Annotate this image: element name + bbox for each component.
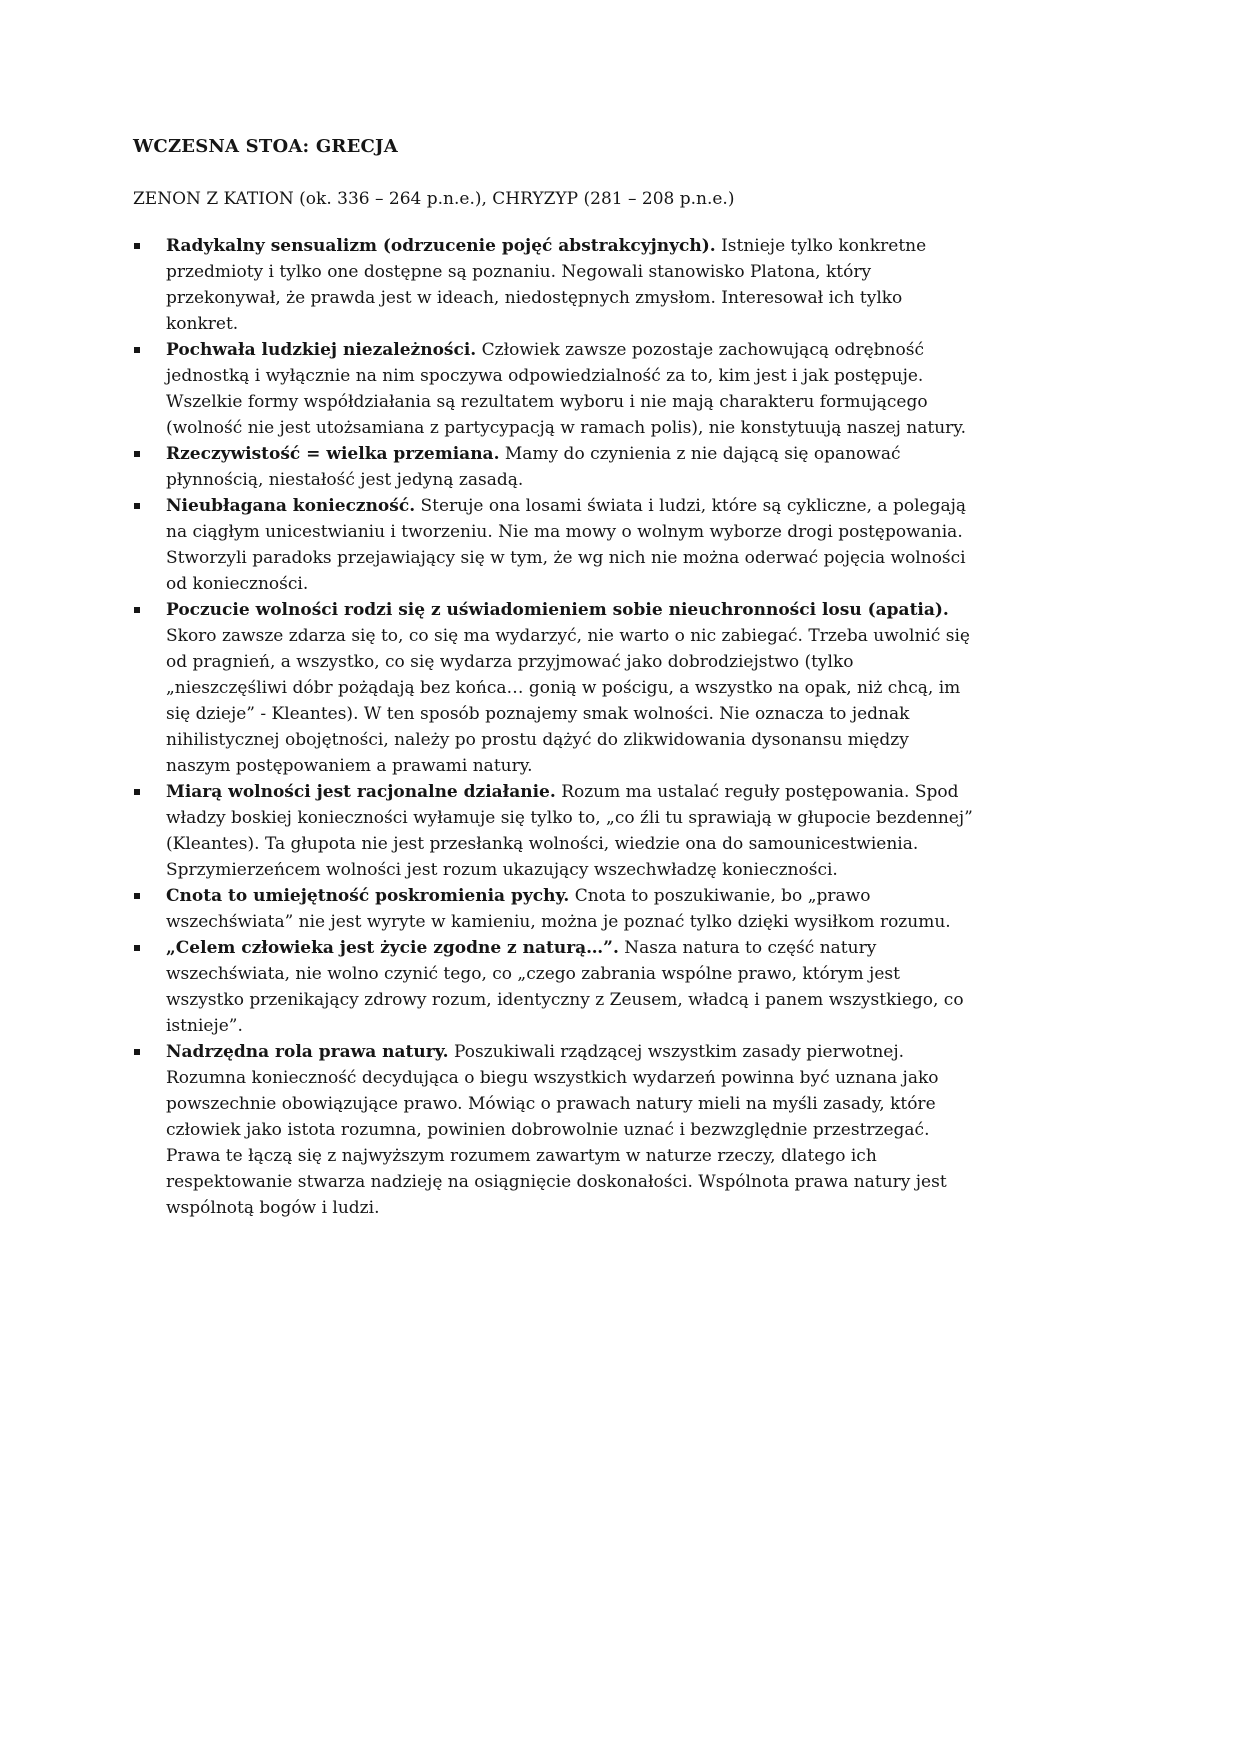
- bullet-body: Nasza natura to część natury wszechświata, nie wolno czynić tego, co „czego zabrania wspólne prawo, którym jest wszystko przenikający zdrowy rozum, identyczny z Zeusem, władcą i panem wszystkiego, co istnieje”.: [166, 938, 964, 1036]
- square-bullet-icon: [134, 893, 140, 899]
- bullet-body: Rozum ma ustalać reguły postępowania. Spod władzy boskiej konieczności wyłamuje się tylko to, „co źli tu sprawiają w głupocie bezdennej” (Kleantes). Ta głupota nie jest przesłanką wolności, wiedzie ona do samounicestwienia. Sprzymierzeńcem wolności jest rozum ukazujący wszechwładzę konieczności.: [166, 782, 973, 880]
- bullet-item: [133, 233, 978, 337]
- bullet-body: Skoro zawsze zdarza się to, co się ma wydarzyć, nie warto o nic zabiegać. Trzeba uwolnić się od pragnień, a wszystko, co się wydarza przyjmować jako dobrodziejstwo (tylko „nieszczęśliwi dóbr pożądają bez końca… gonią w pościgu, a wszystko na opak, niż chcą, im się dzieje” - Kleantes). W ten sposób poznajemy smak wolności. Nie oznacza to jednak nihilistycznej obojętności, należy po prostu dążyć do zlikwidowania dysonansu między naszym postępowaniem a prawami natury.: [166, 626, 970, 776]
- bullet-lead: Rzeczywistość = wielka przemiana.: [166, 444, 500, 464]
- bullet-item: [133, 1039, 978, 1221]
- bullet-item: [133, 493, 978, 597]
- square-bullet-icon: [134, 503, 140, 509]
- square-bullet-icon: [134, 1049, 140, 1055]
- square-bullet-icon: [134, 243, 140, 249]
- bullet-body: Poszukiwali rządzącej wszystkim zasady pierwotnej. Rozumna konieczność decydująca o biegu wszystkich wydarzeń powinna być uznana jako powszechnie obowiązujące prawo. Mówiąc o prawach natury mieli na myśli zasady, które człowiek jako istota rozumna, powinien dobrowolnie uznać i bezwzględnie przestrzegać. Prawa te łączą się z najwyższym rozumem zawartym w naturze rzeczy, dlatego ich respektowanie stwarza nadzieję na osiągnięcie doskonałości. Wspólnota prawa natury jest wspólnotą bogów i ludzi.: [166, 1042, 947, 1218]
- bullet-lead: Pochwała ludzkiej niezależności.: [166, 340, 477, 360]
- bullet-item: [133, 337, 978, 441]
- bullet-body: Steruje ona losami świata i ludzi, które są cykliczne, a polegają na ciągłym unicestwianiu i tworzeniu. Nie ma mowy o wolnym wyborze drogi postępowania. Stworzyli paradoks przejawiający się w tym, że wg nich nie można oderwać pojęcia wolności od konieczności.: [166, 496, 967, 594]
- bullet-body: Człowiek zawsze pozostaje zachowującą odrębność jednostką i wyłącznie na nim spoczywa odpowiedzialność za to, kim jest i jak postępuje. Wszelkie formy współdziałania są rezultatem wyboru i nie mają charakteru formującego (wolność nie jest utożsamiana z partycypacją w ramach polis), nie konstytuują naszej natury.: [166, 340, 967, 438]
- square-bullet-icon: [134, 607, 140, 613]
- bullet-body: Cnota to poszukiwanie, bo „prawo wszechświata” nie jest wyryte w kamieniu, można je poznać tylko dzięki wysiłkom rozumu.: [166, 886, 951, 932]
- bullet-item: [133, 883, 978, 935]
- bullet-item: [133, 597, 978, 779]
- bullet-body: Istnieje tylko konkretne przedmioty i tylko one dostępne są poznaniu. Negowali stanowisko Platona, który przekonywał, że prawda jest w ideach, niedostępnych zmysłom. Interesował ich tylko konkret.: [166, 236, 927, 334]
- bullet-lead: Radykalny sensualizm (odrzucenie pojęć abstrakcyjnych).: [166, 236, 716, 256]
- bullet-lead: Cnota to umiejętność poskromienia pychy.: [166, 886, 570, 906]
- bullet-lead: „Celem człowieka jest życie zgodne z naturą…”.: [166, 938, 619, 958]
- bullet-item: [133, 441, 978, 493]
- bullet-lead: Nadrzędna rola prawa natury.: [166, 1042, 449, 1062]
- bullet-list: [133, 233, 978, 1221]
- square-bullet-icon: [134, 789, 140, 795]
- bullet-lead: Nieubłagana konieczność.: [166, 496, 416, 516]
- bullet-body: Mamy do czynienia z nie dającą się opanować płynnością, niestałość jest jedyną zasadą.: [166, 444, 901, 490]
- bullet-lead: Poczucie wolności rodzi się z uświadomieniem sobie nieuchronności losu (apatia).: [166, 600, 949, 620]
- square-bullet-icon: [134, 347, 140, 353]
- square-bullet-icon: [134, 451, 140, 457]
- page-title: WCZESNA STOA: GRECJA: [133, 136, 398, 157]
- square-bullet-icon: [134, 945, 140, 951]
- bullet-lead: Miarą wolności jest racjonalne działanie.: [166, 782, 556, 802]
- bullet-item: [133, 779, 978, 883]
- page-subtitle: ZENON Z KATION (ok. 336 – 264 p.n.e.), CHRYZYP (281 – 208 p.n.e.): [133, 189, 735, 209]
- bullet-item: [133, 935, 978, 1039]
- document-content: [133, 136, 978, 1221]
